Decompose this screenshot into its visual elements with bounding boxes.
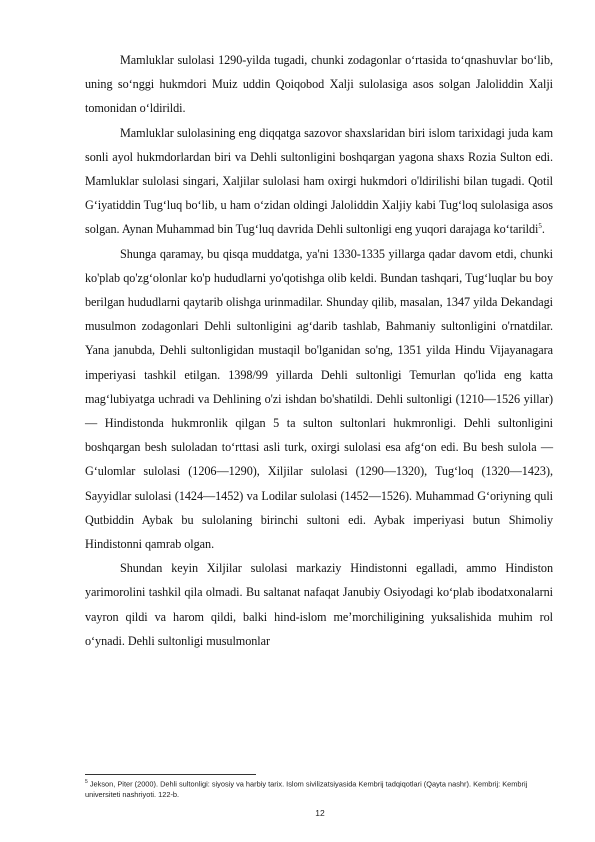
paragraph-2: Mamluklar sulolasining eng diqqatga sazovor shaxslaridan biri islom tarixidagi juda kam sonli ayol hukmdorlardan biri va Dehli sultonligini boshqargan yagona shaxs Rozia Sulton edi. Mamluklar sulolasi singari, Xaljilar sulolasi ham oxirgi hukmdori o'ldirilishi bilan tugadi. Qotil G‘iyatiddin Tug‘luq bo‘lib, u ham o‘zidan oldingi Jaloliddin Xaljiy kabi Tug‘loq sulolasiga asos solgan. Aynan Muhammad bin Tug‘luq davrida Dehli sultonligi eng yuqori darajaga ko‘tarildi$^5$. — [85, 125, 553, 237]
footnote-text: Jekson, Piter (2000). Dehli sultonligi: siyosiy va harbiy tarix. Islom sivilizatsiyasida Kembrij tadqiqotlari (Qayta nashr). Kembrij: Kembrij universiteti nashriyoti. 122-b. — [85, 779, 528, 799]
paragraph-1-text: Mamluklar sulolasi 1290-yilda tugadi, chunki zodagonlar oʻrtasida toʻqnashuvlar boʻlib, uning soʻnggi hukmdori Muiz uddin Qoiqobod Xalji sulolasiga asos solgan Jaloliddin Xalji tomonidan oʻldirildi. — [85, 53, 553, 116]
footnote-number: 5 — [85, 779, 88, 785]
paragraph-3 — [85, 242, 553, 557]
paragraph-1 — [85, 48, 553, 121]
footnote-divider — [85, 774, 256, 775]
document-body — [85, 48, 553, 653]
paragraph-2-text: Mamluklar sulolasining eng diqqatga sazovor shaxslaridan biri islom tarixidagi juda kam sonli ayol hukmdorlardan biri va Dehli sultonligini boshqargan yagona shaxs Rozia Sulton edi. Mamluklar sulolasi singari, Xaljilar sulolasi ham oxirgi hukmdori o'ldirilishi bilan tugadi. Qotil G‘iyatiddin Tug‘luq bo‘lib, u ham o‘zidan oldingi Jaloliddin Xaljiy kabi Tug‘loq sulolasiga asos solgan. Aynan Muhammad bin Tug‘luq davrida Dehli sultonligi eng yuqori darajaga ko‘tarildi — [85, 125, 553, 237]
paragraph-4 — [85, 556, 553, 653]
paragraph-4-text: Shundan keyin Xiljilar sulolasi markaziy Hindistonni egalladi, ammo Hindiston yarimorolini tashkil qila olmadi. Bu saltanat nafaqat Janubiy Osiyodagi koʻplab ibodatxonalarni vayron qildi va harom qildi, balki hind-islom meʼmorchiligining yuksalishida muhim rol oʻynadi. Dehli sultonligi musulmonlar — [85, 561, 553, 648]
footnote-reference[interactable]: 5 — [538, 222, 542, 231]
footnote — [85, 777, 555, 800]
paragraph-3-text: Shunga qaramay, bu qisqa muddatga, ya'ni 1330-1335 yillarga qadar davom etdi, chunki ko'plab qo'zg‘olonlar ko'p hududlarni yo'qotishga olib keldi. Bundan tashqari, Tug‘luqlar bu boy berilgan hududlarni qaytarib olishga urinmadilar. Shunday qilib, masalan, 1347 yilda Dekandagi musulmon zodagonlari Dehli sultonligini ag‘darib tashlab, Bahmaniy sultonligini o'rnatdilar. Yana janubda, Dehli sultonligidan mustaqil bo'lganidan so'ng, 1351 yilda Hindu Vijayanagara imperiyasi tashkil etilgan. 1398/99 yillarda Dehli sultonligi Temurlan qo'lida eng katta mag‘lubiyatga uchradi va Dehlining o'zi ishdan bo'shatildi. Dehli sultonligi (1210—1526 yillar) — Hindistonda hukmronlik qilgan 5 ta sulton sultonlari hukmronligi. Dehli sultonligini boshqargan besh suloladan to‘rttasi asli turk, oxirgi sulolasi esa afg‘on edi. Bu besh sulola — Gʻulomlar sulolasi (1206—1290), Xiljilar sulolasi (1290—1320), Tugʻloq (1320—1423), Sayyidlar sulolasi (1424—1452) va Lodilar sulolasi (1452—1526). Muhammad G‘oriyning quli Qutbiddin Aybak bu sulolaning birinchi sultoni edi. Aybak imperiyasi butun Shimoliy Hindistonni qamrab olgan. — [85, 246, 553, 552]
page-number: 12 — [315, 808, 325, 818]
